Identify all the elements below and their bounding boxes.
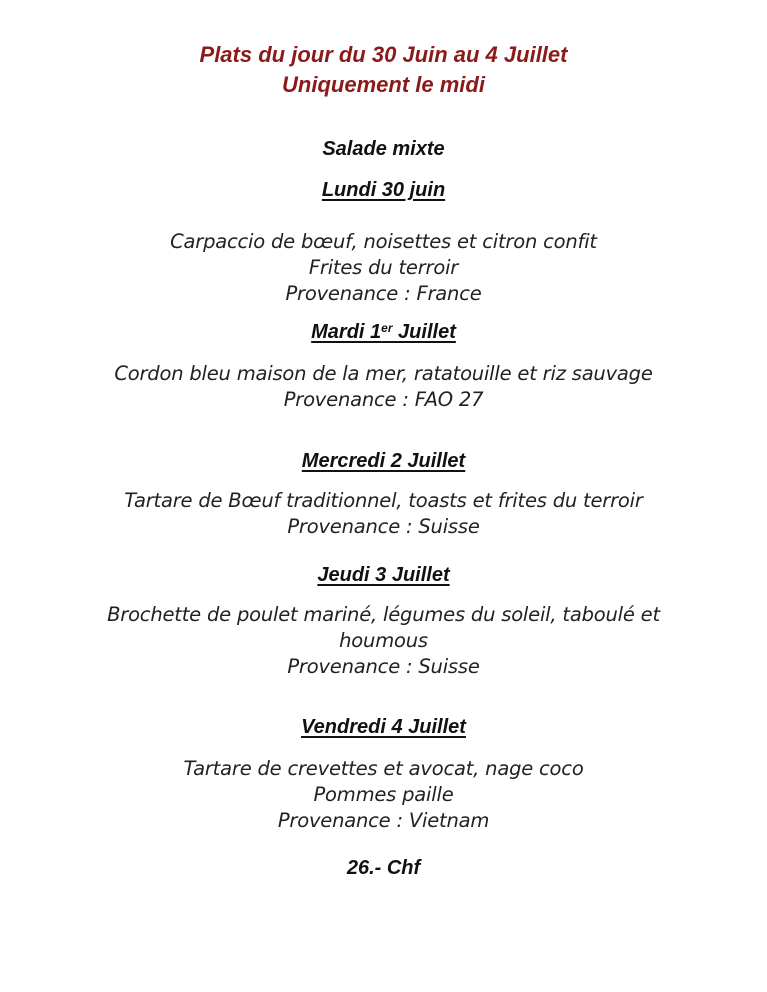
- dish-line: Pommes paille: [313, 783, 454, 806]
- dish-monday: [0, 229, 767, 307]
- ordinal-superscript: er: [381, 321, 393, 335]
- provenance-line: Provenance : Suisse: [287, 515, 480, 538]
- dish-line: Carpaccio de bœuf, noisettes et citron confit: [170, 230, 597, 253]
- day-heading-tuesday: [0, 321, 767, 344]
- provenance-line: Provenance : FAO 27: [283, 388, 484, 411]
- day-heading-friday: Vendredi 4 Juillet: [301, 716, 466, 738]
- price-label: 26.- Chf: [346, 857, 421, 879]
- provenance-line: Provenance : Vietnam: [277, 809, 490, 832]
- day-heading-monday: Lundi 30 juin: [321, 179, 446, 201]
- provenance-line: Provenance : France: [285, 282, 482, 305]
- title-line-2: Uniquement le midi: [282, 72, 485, 97]
- dish-line: Brochette de poulet mariné, légumes du soleil, taboulé et: [107, 603, 660, 626]
- dish-line: Cordon bleu maison de la mer, ratatouille et riz sauvage: [114, 362, 653, 385]
- starter-label: Salade mixte: [322, 138, 445, 160]
- day-heading-tuesday-suffix: Juillet: [392, 321, 456, 343]
- title-line-1: Plats du jour du 30 Juin au 4 Juillet: [199, 42, 568, 67]
- dish-line: houmous: [339, 629, 428, 652]
- dish-thursday: [0, 602, 767, 680]
- dish-line: Frites du terroir: [308, 256, 459, 279]
- provenance-line: Provenance : Suisse: [287, 655, 480, 678]
- dish-wednesday: [0, 488, 767, 540]
- dish-line: Tartare de Bœuf traditionnel, toasts et frites du terroir: [124, 489, 643, 512]
- dish-tuesday: [0, 361, 767, 413]
- day-heading-wednesday: Mercredi 2 Juillet: [301, 450, 466, 472]
- day-heading-thursday: Jeudi 3 Juillet: [317, 564, 450, 586]
- day-heading-tuesday-prefix: Mardi 1: [311, 321, 382, 343]
- dish-line: Tartare de crevettes et avocat, nage coco: [183, 757, 584, 780]
- menu-title: [0, 40, 767, 100]
- dish-friday: [0, 756, 767, 834]
